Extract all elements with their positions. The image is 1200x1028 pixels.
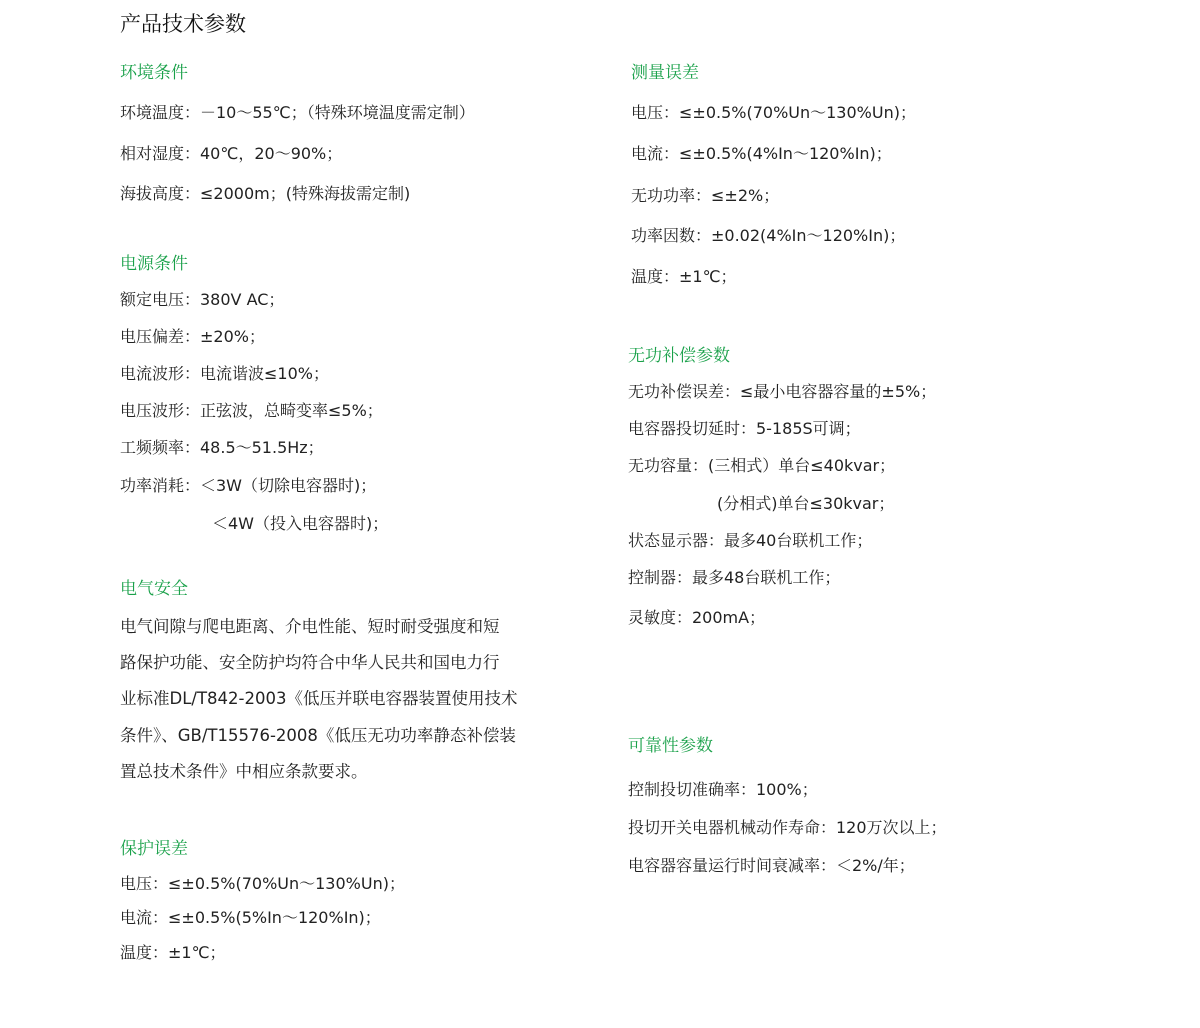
page-title: 产品技术参数 [120,12,246,36]
environment-humidity: 相对湿度：40℃，20～90%； [120,144,343,163]
protection-temperature: 温度：±1℃； [120,943,226,962]
compensation-error: 无功补偿误差：≤最小电容器容量的±5%； [628,382,937,401]
power-frequency: 工频频率：48.5～51.5Hz； [120,438,324,457]
section-heading-compensation: 无功补偿参数 [628,346,730,366]
section-heading-power: 电源条件 [120,254,188,274]
compensation-capacity-three-phase: 无功容量：(三相式）单台≤40kvar； [628,456,896,475]
power-current-waveform: 电流波形：电流谐波≤10%； [120,364,329,383]
power-consumption: 功率消耗：＜3W（切除电容器时)； [120,476,377,495]
section-heading-protection: 保护误差 [120,839,188,859]
protection-voltage: 电压：≤±0.5%(70%Un～130%Un)； [120,874,405,893]
power-rated-voltage: 额定电压：380V AC； [120,290,285,309]
section-heading-reliability: 可靠性参数 [628,736,713,756]
compensation-sensitivity: 灵敏度：200mA； [628,608,766,627]
power-consumption-continued: ＜4W（投入电容器时)； [212,514,389,533]
reliability-capacity-decay: 电容器容量运行时间衰减率：＜2%/年； [628,856,915,875]
section-heading-measurement: 测量误差 [631,63,699,83]
compensation-controller: 控制器：最多48台联机工作； [628,568,841,587]
environment-altitude: 海拔高度：≤2000m；(特殊海拔需定制) [120,184,411,203]
environment-temperature: 环境温度：－10～55℃；（特殊环境温度需定制） [120,103,475,122]
section-heading-safety: 电气安全 [120,579,188,599]
protection-current: 电流：≤±0.5%(5%In～120%In)； [120,908,381,927]
reliability-mechanical-life: 投切开关电器机械动作寿命：120万次以上； [628,818,947,837]
measurement-current: 电流：≤±0.5%(4%In～120%In)； [631,144,892,163]
reliability-switch-accuracy: 控制投切准确率：100%； [628,780,818,799]
safety-text-line: 路保护功能、安全防护均符合中华人民共和国电力行 [120,653,500,672]
power-voltage-deviation: 电压偏差：±20%； [120,327,265,346]
compensation-switch-delay: 电容器投切延时：5-185S可调； [628,419,861,438]
measurement-temperature: 温度：±1℃； [631,267,737,286]
safety-text-line: 置总技术条件》中相应条款要求。 [120,762,368,781]
compensation-capacity-split-phase: (分相式)单台≤30kvar； [717,494,895,513]
compensation-status-display: 状态显示器：最多40台联机工作； [628,531,873,550]
measurement-voltage: 电压：≤±0.5%(70%Un～130%Un)； [631,103,916,122]
safety-text-line: 电气间隙与爬电距离、介电性能、短时耐受强度和短 [120,617,500,636]
measurement-power-factor: 功率因数：±0.02(4%In～120%In)； [631,226,906,245]
safety-text-line: 业标准DL/T842-2003《低压并联电容器装置使用技术 [120,689,518,708]
power-voltage-waveform: 电压波形：正弦波，总畸变率≤5%； [120,401,383,420]
measurement-reactive-power: 无功功率：≤±2%； [631,186,780,205]
safety-text-line: 条件》、GB/T15576-2008《低压无功功率静态补偿装 [120,726,516,745]
section-heading-environment: 环境条件 [120,63,188,83]
